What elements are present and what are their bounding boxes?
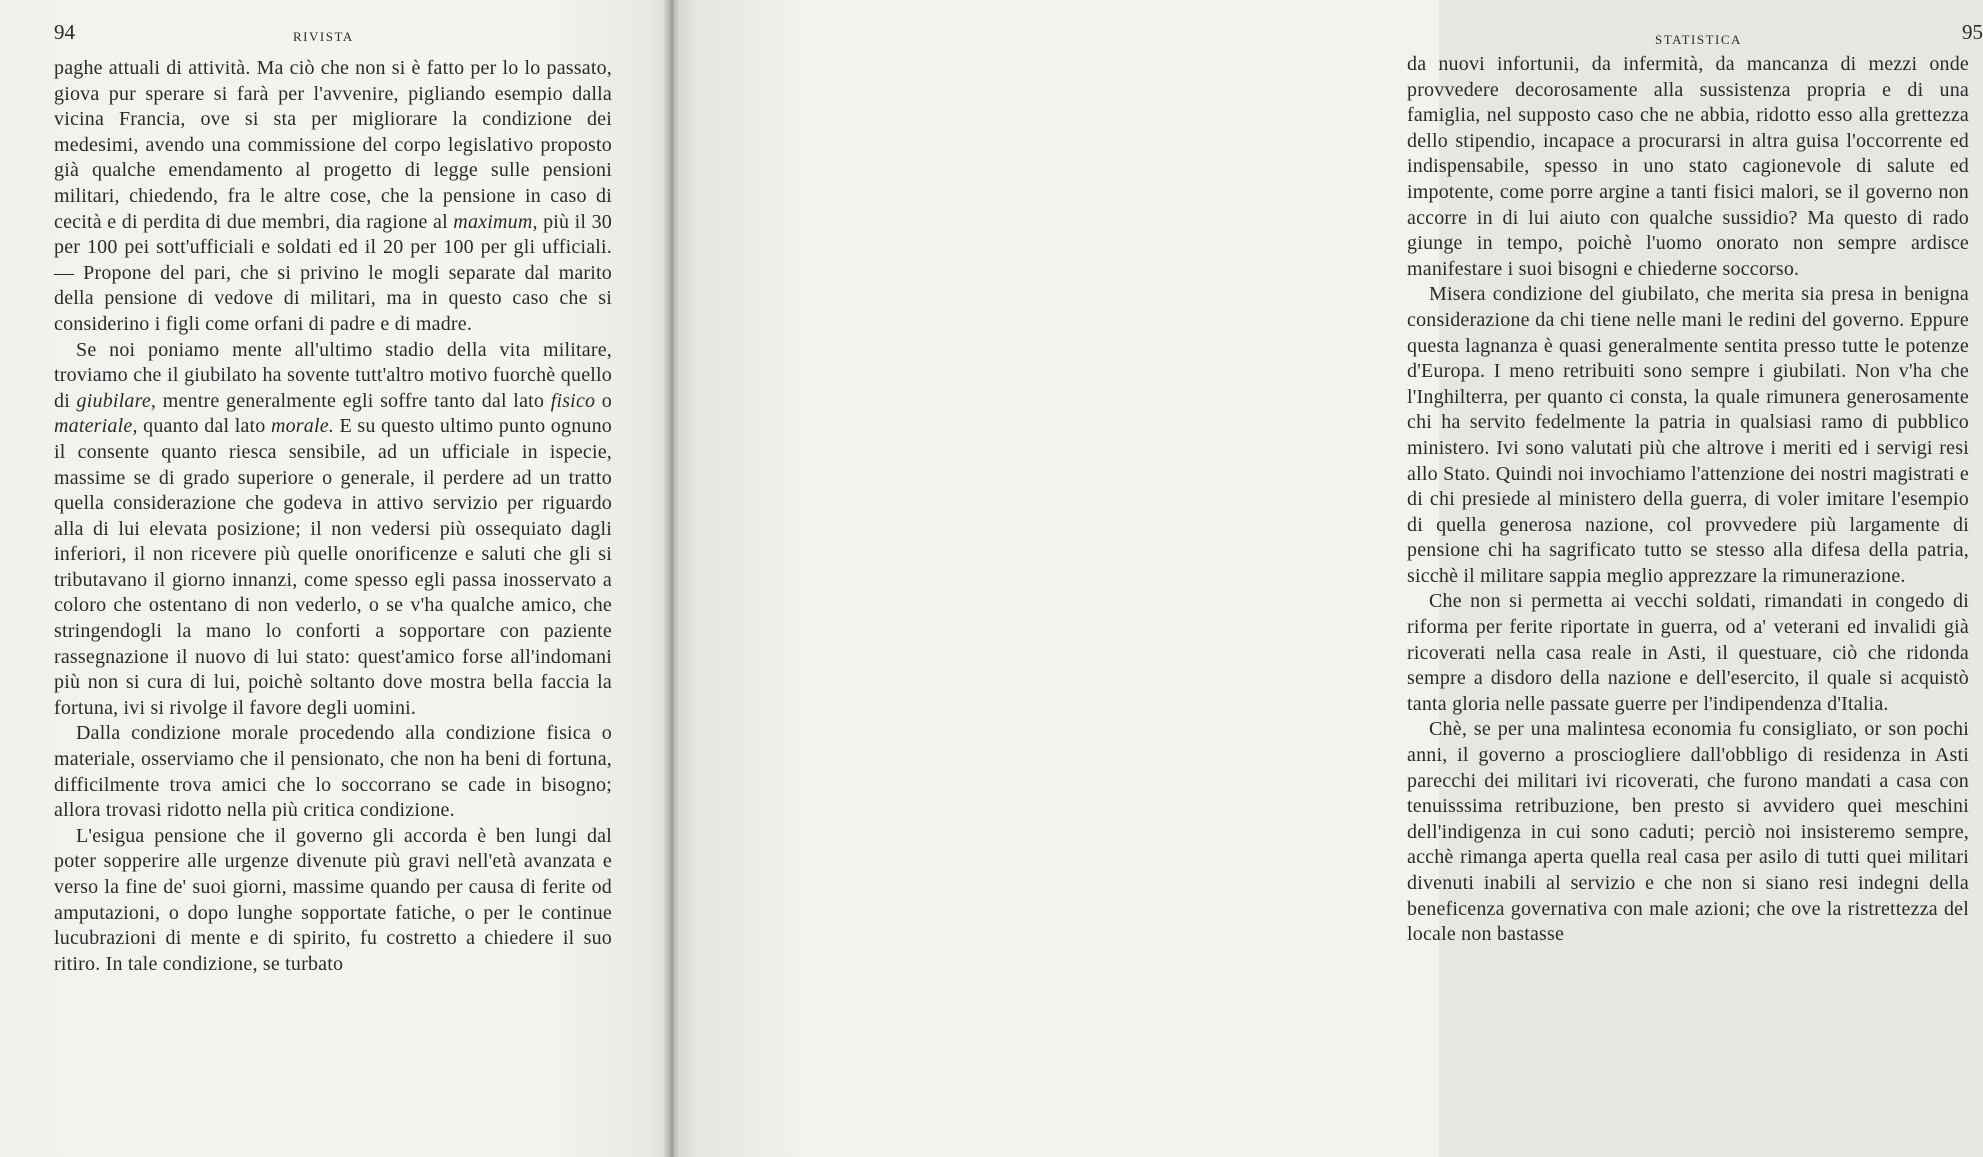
right-page [672, 0, 1983, 1157]
text-run: o [595, 389, 612, 412]
text-run: da nuovi infortunii, da infermità, da mancanza di mezzi onde provvedere decorosamente alla sussistenza propria e di una famiglia, nel supposto caso che ne abbia, ridotto esso alla grettezza dello stipendio, incapace a procurarsi in altra guisa l'occorrente ed indispensabile, spesso in uno stato cagionevole di salute ed impotente, come porre argine a tanti fisici malori, se il governo non accorre in di lui aiuto con qualche sussidio? Ma questo di rado giunge in tempo, poichè l'uomo onorato non sempre ardisce manifestare i suoi bisogni e chiederne soccorso. [1407, 53, 1969, 280]
paragraph [1407, 717, 1969, 947]
left-page-body [54, 56, 612, 977]
paragraph [1407, 52, 1969, 282]
italic-text: giubilare, [76, 389, 157, 412]
text-run: Che non si permetta ai vecchi soldati, rimandati in congedo di riforma per ferite riportate in guerra, od a' veterani ed invalidi già ricoverati nella casa reale in Asti, il questuare, ciò che ridonda sempre a disdoro della nazione e dell'esercito, il quale si acquistò tanta gloria nelle passate guerre per l'indipendenza d'Italia. [1407, 590, 1969, 715]
text-run: Dalla condizione morale procedendo alla condizione fisica o materiale, osserviamo che il pensionato, che non ha beni di fortuna, difficilmente trova amici che lo soccorrano se cade in bisogno; allora trovasi ridotto nella più critica condizione. [54, 722, 612, 822]
paragraph [54, 56, 612, 338]
running-head: RIVISTA [293, 29, 354, 44]
italic-text: materiale, [54, 415, 138, 438]
text-run: mentre generalmente egli soffre tanto dal lato [156, 389, 551, 412]
text-run: L'esigua pensione che il governo gli accorda è ben lungi dal poter sopperire alle urgenze divenute più gravi nell'età avanzata e verso la fine de' suoi giorni, massime quando per causa di ferite od amputazioni, o dopo lunghe sopportate fatiche, o per le continue lucubrazioni di mente e di spirito, fu costretto a chiedere il suo ritiro. In tale condizione, se turbato [54, 824, 612, 975]
page-number: 94 [54, 20, 75, 44]
text-run: paghe attuali di attività. Ma ciò che non si è fatto per lo lo passato, giova pur sperare si farà per l'avvenire, pigliando esempio dalla vicina Francia, ove si sta per migliorare la condizione dei medesimi, avendo una commissione del corpo legislativo proposto già qualche emendamento al progetto di legge sulle pensioni militari, chiedendo, fra le altre cose, che la pensione in caso di cecità e di perdita di due membri, dia ragione al [54, 57, 612, 233]
italic-text: fisico [550, 389, 596, 412]
italic-text: maximum [453, 210, 533, 233]
text-run: Chè, se per una malintesa economia fu consigliato, or son pochi anni, il governo a prosciogliere dall'obbligo di residenza in Asti parecchi dei militari ivi ricoverati, che furono mandati a casa con tenuisssima retribuzione, ben presto si avvidero quei meschini dell'indigenza in cui sono caduti; perciò noi insisteremo sempre, acchè rimanga aperta quella real casa per asilo di tutti quei militari divenuti inabili al servizio e che non si siano resi indegni della beneficenza governativa con male azioni; che ove la ristrettezza del locale non bastasse [1407, 718, 1969, 946]
page-number: 95 [1962, 20, 1983, 44]
paragraph [54, 338, 612, 722]
text-run: quanto dal lato [137, 415, 271, 438]
text-run: Misera condizione del giubilato, che merita sia presa in benigna considerazione da chi tiene nelle mani le redini del governo. Eppure questa lagnanza è quasi generalmente sentita presso tutte le potenze d'Europa. I meno retribuiti sono sempre i giubilati. Non v'ha che l'Inghilterra, per quanto ci consta, la quale rimunera generosamente chi ha servito fedelmente la patria in qualsiasi ramo di pubblico ministero. Ivi sono valutati più che altrove i meriti ed i servigi resi allo Stato. Quindi noi invochiamo l'attenzione dei nostri magistrati e di chi presiede al ministero della guerra, di voler imitare l'esempio di quella generosa nazione, col provvedere più largamente di pensione chi ha sagrificato tutto se stesso alla difesa della patria, sicchè il militare sappia meglio apprezzare la rimunerazione. [1407, 283, 1969, 587]
running-head: STATISTICA [1655, 32, 1742, 47]
italic-text: morale. [270, 415, 335, 438]
text-run: E su questo ultimo punto ognuno il consente quanto riesca sensibile, ad un ufficiale in ispecie, massime se di grado superiore o generale, il perdere ad un tratto quella considerazione che godeva in attivo servizio per riguardo alla di lui elevata posizione; il non vedersi più ossequiato dagli inferiori, il non ricevere più quelle onorificenze e saluti che gli si tributavano il giorno innanzi, come spesso egli passa inosservato a coloro che ostentano di non vederlo, o se v'ha qualche amico, che stringendogli la mano lo conforti a sopportare con paziente rassegnazione il nuovo di lui stato: quest'amico forse all'indomani più non si cura di lui, poichè soltanto dove mostra bella faccia la fortuna, ivi si rivolge il favore degli uomini. [54, 415, 612, 719]
paragraph [54, 824, 612, 978]
right-page-body [1407, 52, 1969, 948]
paragraph [1407, 282, 1969, 589]
paragraph [54, 721, 612, 823]
paragraph [1407, 589, 1969, 717]
text-run: Se noi poniamo mente all'ultimo stadio della vita militare, troviamo che il giubilato ha sovente tutt'altro motivo fuorchè quello di [54, 338, 612, 412]
book-gutter [664, 0, 680, 1157]
text-run: , più il 30 per 100 pei sott'ufficiali e soldati ed il 20 per 100 per gli ufficiali. — Propone del pari, che si privino le mogli separate dal marito della pensione di vedove di militari, ma in questo caso che si considerino i figli come orfani di padre e di madre. [54, 210, 613, 335]
left-page [0, 0, 672, 1157]
